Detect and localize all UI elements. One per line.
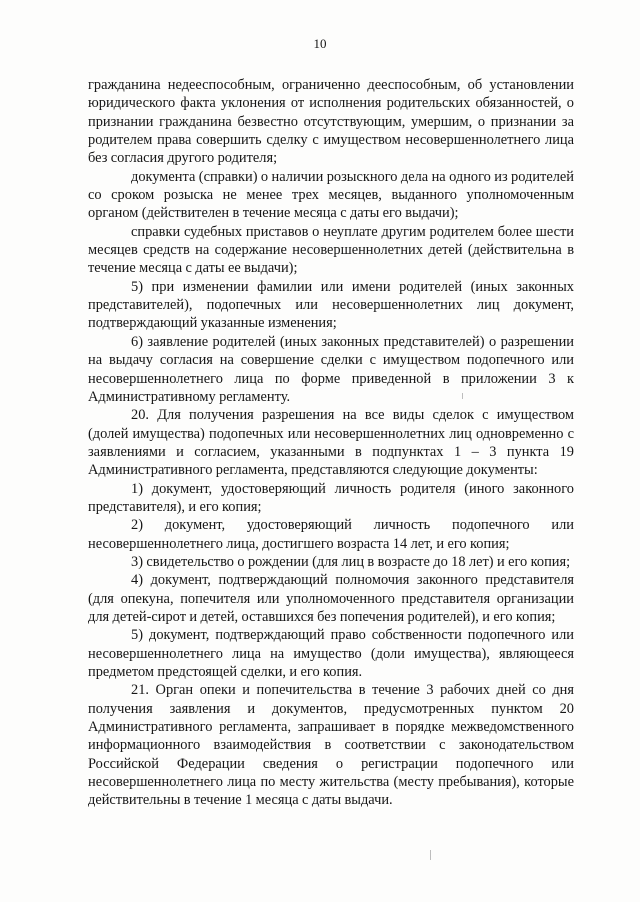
paragraph: 4) документ, подтверждающий полномочия законного представителя (для опекуна, попечителя или уполномоченного представителя организации для детей-сирот и детей, оставшихся без попечения родителей), и его копия; [88,572,574,625]
paragraph: гражданина недееспособным, ограниченно дееспособным, об установлении юридического факта уклонения от исполнения родительских обязанностей, о признании гражданина безвестно отсутствующим, умершим, о признании за родителем права совершить сделку с имуществом несовершеннолетнего лица без согласия другого родителя; [88,77,574,167]
paragraph: 5) документ, подтверждающий право собственности подопечного или несовершеннолетнего лица на имущество (доли имущества), являющееся предметом предстоящей сделки, и его копия. [88,627,574,680]
paragraph: справки судебных приставов о неуплате другим родителем более шести месяцев средств на содержание несовершеннолетних детей (действительна в течение месяца с даты ее выдачи); [88,223,574,277]
scan-artifact [430,850,431,860]
paragraph: 21. Орган опеки и попечительства в течение 3 рабочих дней со дня получения заявления и документов, предусмотренных пунктом 20 Административного регламента, запрашивает в порядке межведомственного информационного взаимодействия в соответствии с законодательством Российской Федерации сведения о регистрации подопечного или несовершеннолетнего лица по месту жительства (месту пребывания), которые действительны в течение 1 месяца с даты выдачи. [88,682,574,809]
paragraph: 20. Для получения разрешения на все виды сделок с имуществом (долей имущества) подопечных или несовершеннолетних лиц одновременно с заявлениями и согласием, указанными в подпунктах 1 – 3 пункта 19 Административного регламента, представляются следующие документы: [88,407,574,479]
paragraph: 5) при изменении фамилии или имени родителей (иных законных представителей), подопечных или несовершеннолетних лиц документ, подтверждающий указанные изменения; [88,278,574,332]
paragraph: 6) заявление родителей (иных законных представителей) о разрешении на выдачу согласия на совершение сделки с имуществом подопечного или несовершеннолетнего лица по форме приведенной в приложении 3 к Административному регламенту. [88,333,574,405]
paragraph: документа (справки) о наличии розыскного дела на одного из родителей со сроком розыска не менее трех месяцев, выданного уполномоченным органом (действителен в течение месяца с даты его выдачи); [88,168,574,222]
page-number: 10 [313,36,327,51]
paragraph: 1) документ, удостоверяющий личность родителя (иного законного представителя), и его копия; [88,480,574,515]
scan-artifact [462,393,463,399]
paragraph: 3) свидетельство о рождении (для лиц в возрасте до 18 лет) и его копия; [131,553,571,570]
paragraph: 2) документ, удостоверяющий личность подопечного или несовершеннолетнего лица, достигшего возраста 14 лет, и его копия; [88,517,574,552]
document-body [88,76,574,810]
